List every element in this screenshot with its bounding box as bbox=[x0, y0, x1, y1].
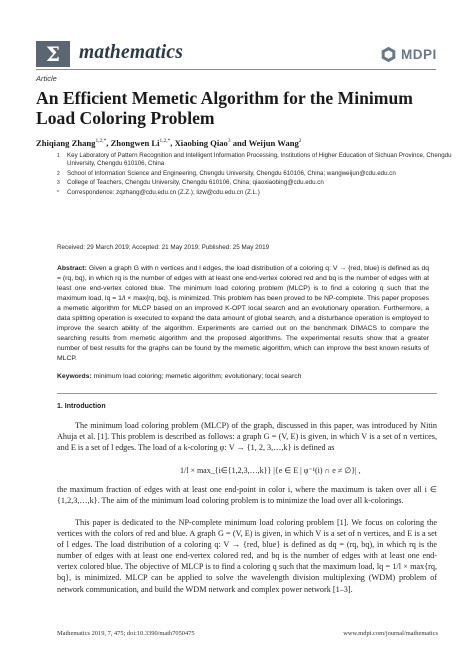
journal-logo bbox=[36, 41, 70, 67]
author-name: Xiaobing Qiao bbox=[174, 138, 228, 148]
publication-dates: Received: 29 March 2019; Accepted: 21 May 2019; Published: 25 May 2019 bbox=[57, 244, 270, 251]
affiliation-item bbox=[57, 152, 457, 168]
correspondence-marker: * bbox=[57, 189, 59, 196]
affiliation-list bbox=[57, 152, 457, 197]
paragraph-text: This paper is dedicated to the NP-complete minimum load coloring problem [1]. We focus on coloring the vertices with the colors of red and blue. A graph G = (V, E) is given, in which V is a set of n vertices, and E is a set of l edges. The load distribution of a coloring q: V → {red, blue} is defined as dq = (rq, bq), in which rq is the number of edges with at least one end-vertex colored red, and bq is the number of edges with at least one end-vertex colored blue. The objective of MLCP is to find a coloring q such that the maximum load, lq = 1/l × max{rq, bq}, is minimized. MLCP can be applied to solve the wavelength division multiplexing (WDM) problem of network communication, and build the WDM network and complex power network [1–3]. bbox=[57, 518, 437, 594]
section-heading: 1. Introduction bbox=[57, 403, 106, 410]
mdpi-hexagon-icon bbox=[380, 46, 397, 63]
author-conjunction: and bbox=[232, 138, 247, 148]
affiliation-number: 3 bbox=[57, 180, 60, 187]
footer-citation: Mathematics 2019, 7, 475; doi:10.3390/math7050475 bbox=[57, 630, 195, 637]
body-paragraph bbox=[57, 420, 437, 453]
paragraph-text: The minimum load coloring problem (MLCP) of the graph, discussed in this paper, was introduced by Nitin Ahuja et al. [1]. This problem is described as follows: a graph G = (V, E) is given, in which V is a set of n vertices, and E is a set of l edges. The load of a k-coloring φ: V → {1, 2, 3,…,k} is defined as bbox=[57, 421, 437, 453]
paper-title: An Efficient Memetic Algorithm for the Minimum Load Coloring Problem bbox=[36, 88, 413, 128]
keywords bbox=[57, 373, 429, 380]
abstract bbox=[57, 264, 429, 364]
paragraph-text: the maximum fraction of edges with at least one end-point in color i, where the maximum is taken over all i ∈ {1,2,3,…,k}. The aim of the minimum load coloring problem is to minimize the load over all k-colorings. bbox=[57, 485, 437, 506]
body-paragraph bbox=[57, 484, 437, 506]
footer-url[interactable]: www.mdpi.com/journal/mathematics bbox=[343, 630, 438, 637]
keywords-label: Keywords: bbox=[57, 373, 92, 380]
publisher-name: MDPI bbox=[401, 47, 437, 62]
affiliation-number: 2 bbox=[57, 170, 60, 177]
correspondence-text: Correspondence: zqzhang@cdu.edu.cn (Z.Z.); lizw@cdu.edu.cn (Z.L.) bbox=[67, 188, 260, 196]
author-affil-marker: 1,2,* bbox=[159, 138, 171, 145]
keywords-text: minimum load coloring; memetic algorithm; evolutionary; local search bbox=[93, 373, 302, 380]
author-name: Zhongwen Li bbox=[110, 138, 160, 148]
author-name: Zhiqiang Zhang bbox=[36, 138, 96, 148]
affiliation-item bbox=[57, 179, 457, 187]
affiliation-number: 1 bbox=[57, 153, 60, 159]
publisher-logo bbox=[380, 46, 437, 63]
article-type: Article bbox=[36, 74, 57, 83]
author-list: Zhiqiang Zhang$^{1,2,*}$, Zhongwen $Li^{1,2,*}$, Xiaobing Qiao$^3$ and Weijun Wang$^2$ bbox=[36, 138, 302, 148]
journal-name: mathematics bbox=[79, 42, 184, 63]
correspondence-item bbox=[57, 189, 457, 197]
affiliation-text: School of Information Science and Engineering, Chengdu University, Chengdu 610106, China; wangweijun@cdu.edu.cn bbox=[67, 169, 396, 177]
body-paragraph bbox=[57, 517, 437, 595]
sigma-icon: Σ bbox=[45, 42, 61, 66]
section-divider bbox=[57, 393, 437, 394]
affiliation-text: Key Laboratory of Pattern Recognition and Intelligent Information Processing, Institutions of Higher Education of Sichuan Province, Chengdu University, Chengdu 610106, China bbox=[67, 152, 452, 168]
header-divider bbox=[36, 69, 436, 70]
author-name: Weijun Wang bbox=[248, 138, 299, 148]
equation: 1/l × max_{i∈{1,2,3,…,k}} |{e ∈ E | φ⁻¹(i) ∩ e ≠ ∅}| , bbox=[180, 466, 361, 475]
abstract-label: Abstract: bbox=[57, 265, 87, 272]
affiliation-text: College of Teachers, Chengdu University, Chengdu 610106, China; qiaoxiaobing@cdu.edu.cn bbox=[67, 179, 324, 187]
author-affil-marker: 3 bbox=[227, 138, 231, 145]
affiliation-item bbox=[57, 170, 457, 178]
author-affil-marker: 1,2,* bbox=[95, 138, 107, 145]
abstract-text: Given a graph G with n vertices and l edges, the load distribution of a coloring q: V → {red, blue} is defined as dq = (rq, bq), in which rq is the number of edges with at least one end-vertex colored red and bq is the number of edges with at least one end-vertex colored blue. The minimum load coloring problem (MLCP) is to find a coloring q such that the maximum load, lq = 1/l × max{rq, bq}, is minimized. This problem has been proved to be NP-complete. This paper proposes a memetic algorithm for MLCP based on an improved K-OPT local search and an evolutionary operation. Furthermore, a data splitting operation is executed to expand the data amount of global search, and a disturbance operation is employed to improve the search ability of the algorithm. Experiments are carried out on the benchmark DIMACS to compare the searching results from memetic algorithm and the proposed algorithms. The experimental results show that a greater number of best results for the graphs can be found by the memetic algorithm, which can improve the best known results of MLCP. bbox=[57, 265, 429, 363]
author-affil-marker: 2 bbox=[298, 138, 302, 145]
